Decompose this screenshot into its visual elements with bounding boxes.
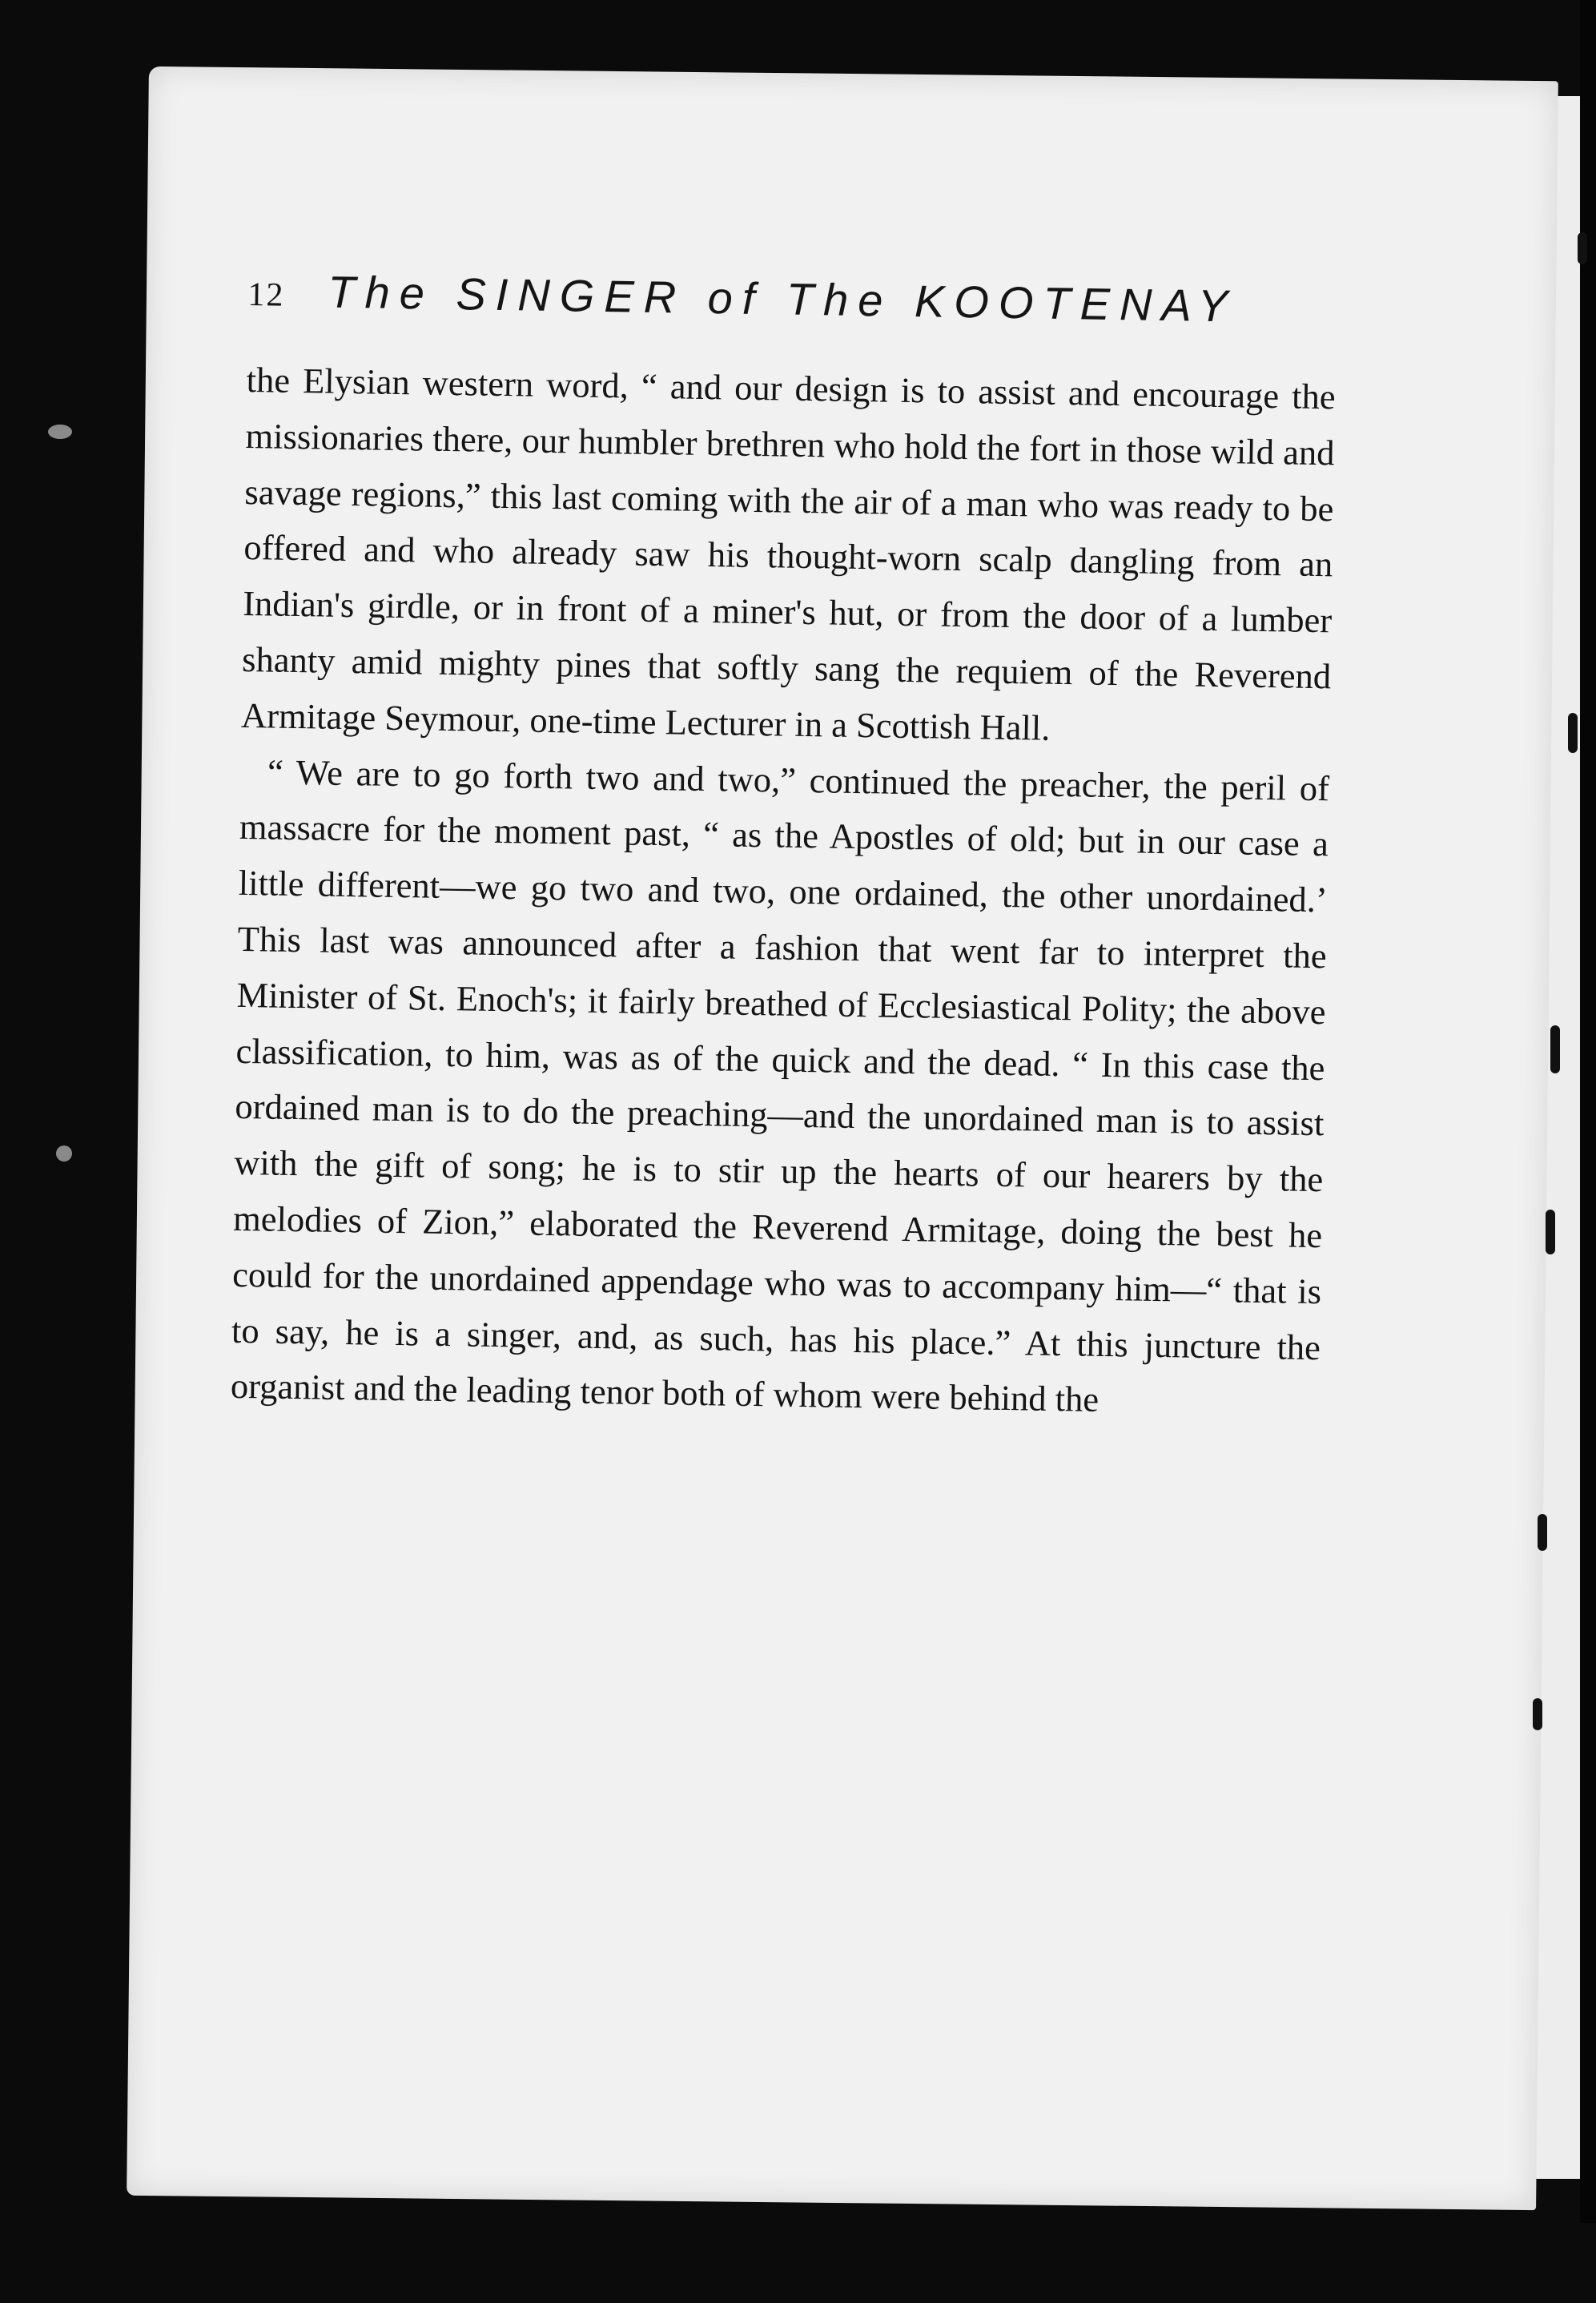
paragraph: the Elysian western word, “ and our design is to assist and encourage the missionaries there, our humbler brethren who hold the fort in those wild and savage regions,” this last coming with the air of a man who was ready to be offered and who already saw his thought-worn scalp dangling from an Indian's girdle, or in front of a miner's hut, or from the door of a lumber shanty amid mighty pines that softly sang the requiem of the Reverend Armitage Seymour, one-time Lecturer in a Scottish Hall. [240, 359, 1336, 748]
paragraph: “ We are to go forth two and two,” continued the preacher, the peril of massacre for the moment past, “ as the Apostles of old; but in our case a little different—we go two and two, one ordained, the other unordained.’ This last was announced after a fashion that went far to interpret the Minister of St. Enoch's; it fairly breathed of Ecclesiastical Polity; the above classification, to him, was as of the quick and the dead. “ In this case the ordained man is to do the preaching—and the unordained man is to assist with the gift of song; he is to stir up the hearts of our hearers by the melodies of Zion,” elaborated the Reverend Armitage, doing the best he could for the unordained appendage who was to accompany him—“ that is to say, he is a singer, and, as such, has his place.” At this juncture the organist and the leading tenor both of whom were behind the [230, 751, 1330, 1420]
scan-artifact [1546, 1210, 1555, 1254]
scan-dust [48, 425, 72, 439]
scan-artifact [1538, 1514, 1547, 1551]
scan-border-right [1580, 0, 1596, 2303]
running-head: The SINGER of The KOOTENAY [327, 266, 1238, 332]
scan-dust [56, 1145, 72, 1162]
page-header [247, 264, 1337, 369]
scan-border-bottom [0, 2223, 1596, 2303]
scan-artifact [1568, 713, 1578, 753]
page-text-block [230, 264, 1337, 1431]
scan-artifact [1578, 232, 1587, 264]
scan-artifact [1550, 1025, 1560, 1073]
page-number: 12 [247, 276, 285, 314]
scan-artifact [1533, 1698, 1542, 1730]
